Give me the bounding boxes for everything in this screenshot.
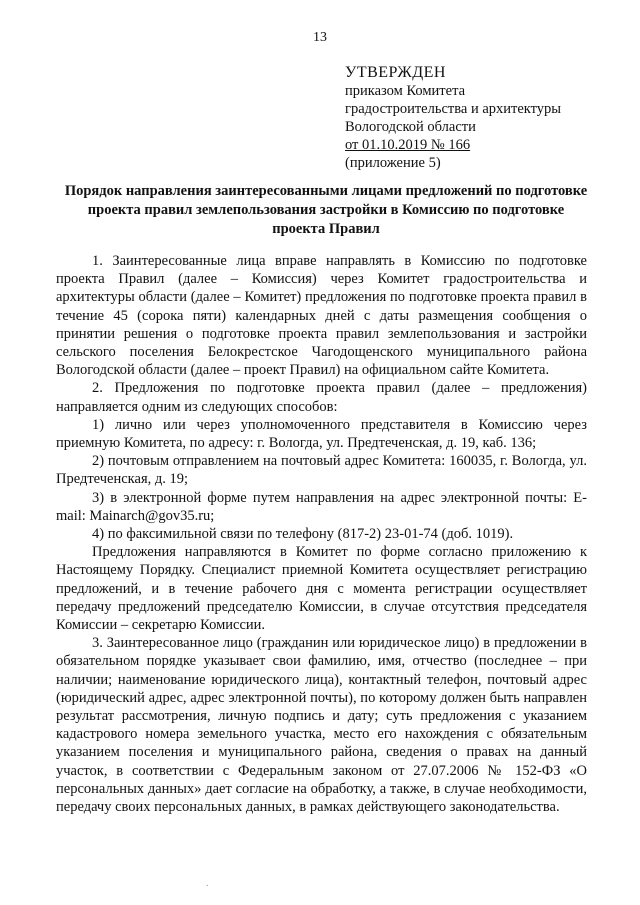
- approval-order-number: от 01.10.2019 № 166: [345, 137, 471, 153]
- paragraph-1: 1. Заинтересованные лица вправе направлять в Комиссию по подготовке проекта Правил (далее – Комиссия) через Комитет градостроительства и архитектуры области (далее – Комитет) предложения по подготовке проекта правил в течение 45 (сорока пяти) календарных дней с даты размещения сообщения о принятии решения о подготовке проекта правил землепользования и застройки сельского поселения Белокрестское Чагодощенского муниципального района Вологодской области (далее – проект Правил) на официальном сайте Комитета.: [56, 253, 587, 379]
- approval-appendix: (приложение 5): [345, 155, 441, 171]
- paragraph-3: 3. Заинтересованное лицо (гражданин или юридическое лицо) в предложении в обязательном порядке указывает свои фамилию, имя, отчество (последнее – при наличии; наименование юридического лица), контактный телефон, почтовый адрес (юридический адрес, адрес электронной почты), по которому должен быть направлен результат рассмотрения, личную подпись и дату; суть предложения с указанием кадастрового номера земельного участка, место его нахождения с обязательным указанием поселения и муниципального района, сведения о правах на данный участок, в соответствии с Федеральным законом от 27.07.2006 № 152-ФЗ «О персональных данных» дает согласие на обработку, а также, в случае необходимости, передачу своих персональных данных, в рамках действующего законодательства.: [56, 635, 587, 816]
- paragraph-2-item-1: 1) лично или через уполномоченного представителя в Комиссию через приемную Комитета, по адресу: г. Вологда, ул. Предтеченская, д. 19, каб. 136;: [56, 416, 587, 452]
- paragraph-2-item-3: 3) в электронной форме путем направления на адрес электронной почты: E-mail: Mainarch@gov35.ru;: [56, 489, 587, 524]
- paragraph-2-note: Предложения направляются в Комитет по форме согласно приложению к Настоящему Порядку. Специалист приемной Комитета осуществляет регистрацию предложений, и в течение рабочего дня с момента регистрации осуществляет передачу предложений председателю Комиссии, в случае отсутствия председателя Комиссии – секретарю Комиссии.: [56, 544, 587, 634]
- paragraph-2-item-4: 4) по факсимильной связи по телефону (817-2) 23-01-74 (доб. 1019).: [92, 526, 514, 543]
- paragraph-2: 2. Предложения по подготовке проекта правил (далее – предложения) направляется одним из следующих способов:: [56, 380, 587, 415]
- approval-heading: УТВЕРЖДЕН: [345, 64, 446, 81]
- approval-line-3: Вологодской области: [345, 119, 476, 135]
- approval-line-2: градостроительства и архитектуры: [345, 101, 562, 117]
- document-title: Порядок направления заинтересованными лицами предложений по подготовке проекта правил землепользования застройки в Комиссию по подготовке проекта Правил: [64, 183, 588, 237]
- document-body: [56, 252, 587, 816]
- page-number: 13: [313, 30, 327, 45]
- scan-speck: .: [206, 878, 209, 889]
- paragraph-2-item-2: 2) почтовым отправлением на почтовый адрес Комитета: 160035, г. Вологда, ул. Предтеченская, д. 19;: [56, 453, 587, 488]
- approval-line-1: приказом Комитета: [345, 83, 466, 99]
- approval-block: [345, 64, 625, 172]
